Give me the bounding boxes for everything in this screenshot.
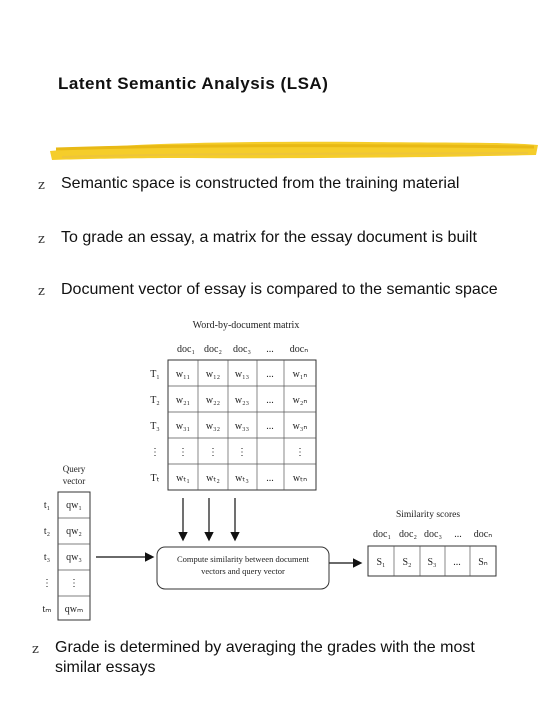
slide-title: Latent Semantic Analysis (LSA): [58, 74, 329, 93]
query-term: t₂: [43, 526, 51, 537]
term-label: Tₜ: [150, 473, 160, 484]
bullet-text: Document vector of essay is compared to the semantic space: [61, 281, 498, 298]
matrix-cell: wₜₙ: [292, 473, 308, 484]
similarity-values: [376, 557, 487, 568]
term-label: T₂: [150, 395, 160, 406]
doc-header: doc₁: [177, 344, 195, 355]
similarity-value: ...: [453, 557, 461, 568]
matrix-cell: wₜ₂: [206, 473, 220, 484]
matrix-cell: w₃₃: [234, 421, 250, 432]
matrix-title: Word-by-document matrix: [192, 320, 300, 331]
compute-text-line: Compute similarity between document: [177, 554, 309, 564]
similarity-header: docₙ: [473, 529, 493, 540]
query-term: t₃: [43, 552, 51, 563]
query-title-line: vector: [62, 476, 86, 486]
bullet-text: To grade an essay, a matrix for the essay document is built: [61, 229, 477, 246]
term-label: ⋮: [150, 447, 160, 458]
matrix-cell: w₃ₙ: [292, 421, 308, 432]
bullet-glyph: z: [38, 284, 45, 299]
query-term: tₘ: [42, 604, 52, 615]
matrix-cell: wₜ₁: [176, 473, 190, 484]
doc-header: ...: [266, 344, 274, 355]
matrix-cell: w₁ₙ: [292, 369, 308, 380]
query-term: ⋮: [42, 578, 52, 589]
matrix-cell: ...: [266, 421, 274, 432]
bullet-glyph: z: [32, 642, 39, 657]
matrix-cell: w₃₂: [205, 421, 221, 432]
term-label: T₁: [150, 369, 160, 380]
down-arrows: [183, 498, 235, 539]
query-values: [65, 500, 83, 615]
doc-headers: [177, 344, 308, 355]
matrix-cell: ⋮: [295, 447, 305, 458]
similarity-header: doc₁: [373, 529, 391, 540]
similarity-headers: [373, 529, 492, 540]
doc-header: docₙ: [289, 344, 309, 355]
matrix-cell: w₂₂: [205, 395, 221, 406]
term-label: T₃: [150, 421, 160, 432]
bullet-text: Grade is determined by averaging the grades with the most similar essays: [55, 639, 475, 676]
query-value: qw₃: [66, 552, 82, 563]
query-terms: [42, 500, 52, 615]
matrix-cell: w₃₁: [175, 421, 191, 432]
matrix-cell: ...: [266, 395, 274, 406]
query-value: ⋮: [69, 578, 79, 589]
similarity-header: doc₂: [399, 529, 417, 540]
matrix-cell: w₁₁: [175, 369, 191, 380]
matrix-cell: w₁₃: [234, 369, 250, 380]
query-value: qwₘ: [64, 604, 84, 615]
matrix-cell: w₁₂: [205, 369, 221, 380]
matrix-cell: w₂₁: [175, 395, 191, 406]
matrix-cell: ⋮: [208, 447, 218, 458]
query-title-line: Query: [62, 464, 86, 474]
similarity-title: Similarity scores: [395, 510, 461, 520]
bullet-glyph: z: [38, 178, 45, 193]
matrix-cell: wₜ₃: [235, 473, 249, 484]
doc-header: doc₂: [204, 344, 222, 355]
matrix-cell: ...: [266, 473, 274, 484]
compute-text-line: vectors and query vector: [201, 566, 285, 576]
matrix-cell: w₂₃: [234, 395, 250, 406]
query-value: qw₁: [66, 500, 82, 511]
similarity-header: doc₃: [424, 529, 442, 540]
doc-header: doc₃: [233, 344, 251, 355]
term-labels: [150, 369, 160, 484]
bullet-glyph: z: [38, 232, 45, 247]
similarity-value: S₁: [376, 557, 386, 568]
query-value: qw₂: [66, 526, 82, 537]
compute-text: [177, 554, 310, 576]
similarity-value: S₂: [402, 557, 412, 568]
matrix-cell: ⋮: [237, 447, 247, 458]
bullet-text: Semantic space is constructed from the training material: [61, 175, 460, 192]
similarity-header: ...: [454, 529, 462, 540]
matrix-cell: ⋮: [178, 447, 188, 458]
matrix-cell: ...: [266, 369, 274, 380]
similarity-value: S₃: [427, 557, 437, 568]
matrix-cell: w₂ₙ: [292, 395, 308, 406]
similarity-value: Sₙ: [478, 557, 488, 568]
query-term: t₁: [43, 500, 51, 511]
query-title: [63, 464, 86, 486]
